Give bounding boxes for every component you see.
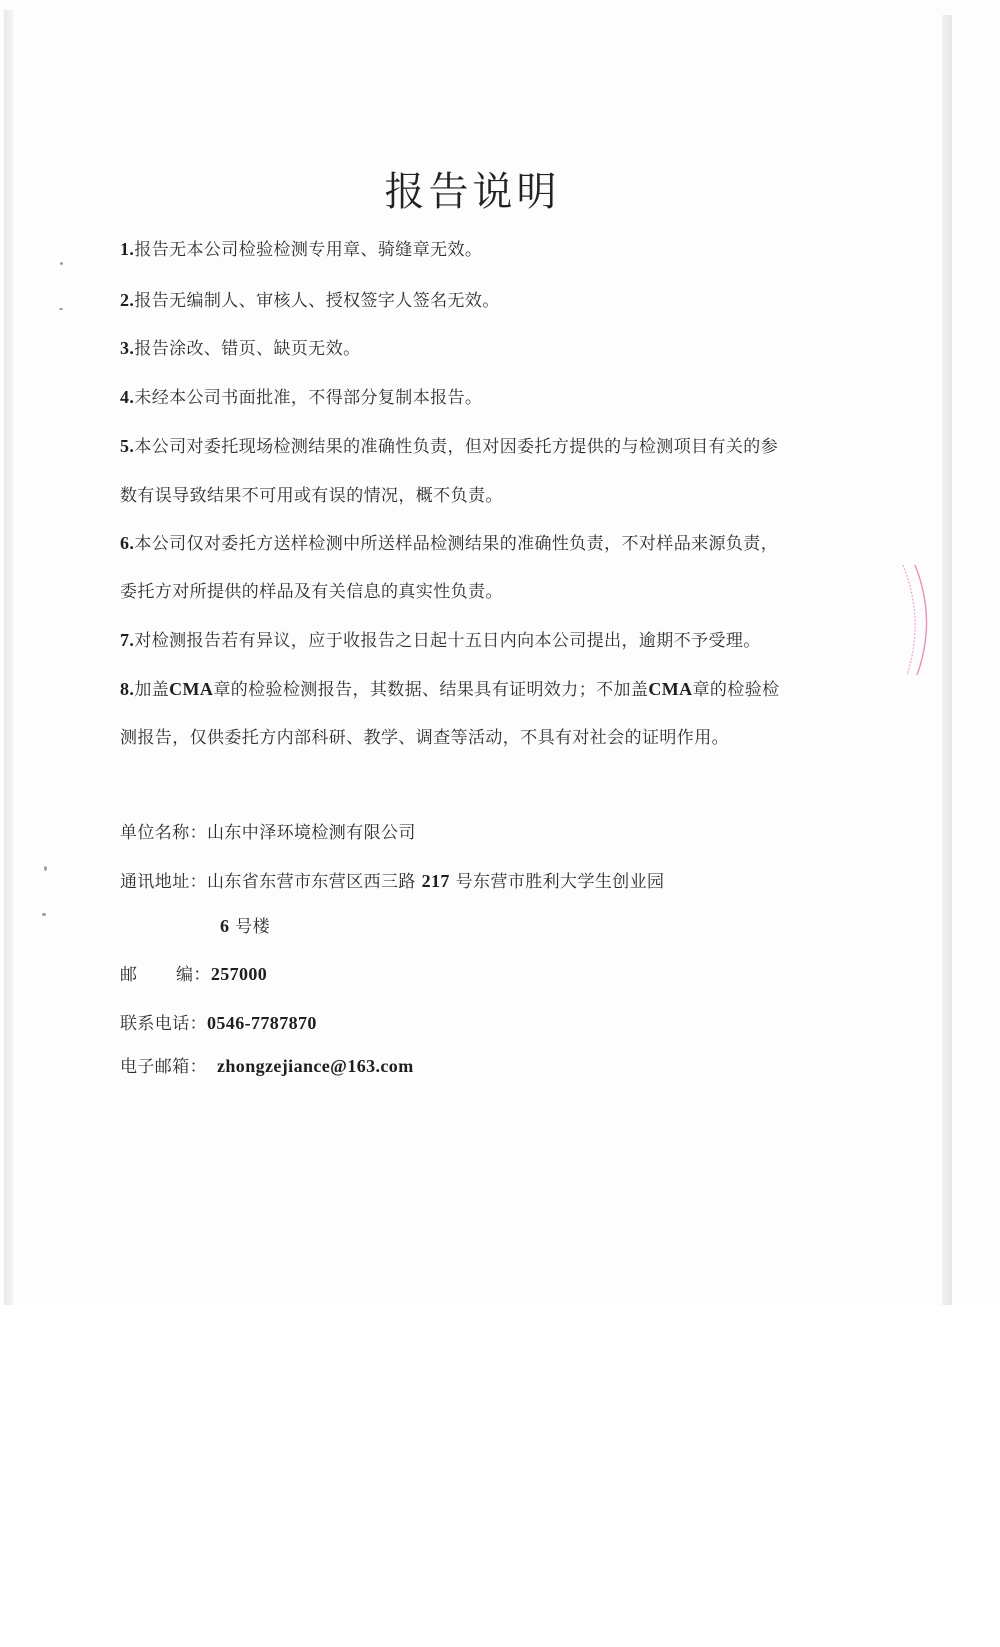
clause-6-line-2: [120, 577, 503, 602]
clause-text: 数有误导致结果不可用或有误的情况，概不负责。: [120, 486, 503, 506]
unit-name-label: 单位名称：: [120, 823, 207, 843]
postal-code-value: 257000: [210, 964, 268, 984]
clause-number: 3.: [120, 338, 135, 358]
cma-mark-text: CMA: [169, 679, 214, 699]
seal-stamp-arc: [895, 560, 935, 680]
blank-area-below-page: [0, 1305, 1000, 1647]
phone-label: 联系电话：: [120, 1014, 207, 1034]
scan-speck: [59, 308, 63, 310]
clause-number: 7.: [120, 630, 135, 650]
clause-number: 2.: [120, 290, 135, 310]
contact-postal-code: [120, 960, 267, 985]
clause-text: 报告涂改、错页、缺页无效。: [134, 339, 361, 359]
clause-text: 加盖: [134, 680, 170, 700]
clause-text: 报告无编制人、审核人、授权签字人签名无效。: [134, 291, 500, 311]
clause-number: 8.: [120, 679, 135, 699]
clause-text: 章的检验检: [692, 680, 780, 700]
building-number: 6: [220, 916, 230, 936]
building-text: 号楼: [235, 917, 271, 937]
contact-address-line-2: [220, 912, 270, 937]
clause-8-line-2: [120, 723, 729, 748]
clause-text: 章的检验检测报告，其数据、结果具有证明效力；不加盖: [213, 680, 649, 700]
scan-speck: [44, 866, 47, 871]
clause-text: 测报告，仅供委托方内部科研、教学、调查等活动，不具有对社会的证明作用。: [120, 728, 729, 748]
contact-phone: [120, 1009, 317, 1034]
scan-speck: [60, 262, 63, 265]
clause-text: 对检测报告若有异议，应于收报告之日起十五日内向本公司提出，逾期不予受理。: [134, 631, 761, 651]
clause-7: [120, 626, 761, 651]
clause-5-line-1: [120, 432, 778, 457]
clause-number: 4.: [120, 387, 135, 407]
scan-speck: [42, 913, 46, 916]
phone-value: 0546-7787870: [207, 1013, 317, 1033]
address-label: 通讯地址：: [120, 872, 207, 892]
email-label: 电子邮箱：: [120, 1057, 207, 1077]
clause-number: 1.: [120, 239, 135, 259]
clause-text: 本公司仅对委托方送样检测中所送样品检测结果的准确性负责，不对样品来源负责，: [134, 534, 779, 554]
address-number: 217: [421, 871, 450, 891]
address-value: 山东省东营市东营区西三路: [207, 872, 416, 892]
clause-5-line-2: [120, 481, 503, 506]
unit-name-value: 山东中泽环境检测有限公司: [207, 823, 416, 843]
contact-address: [120, 867, 664, 892]
cma-mark-text: CMA: [648, 679, 693, 699]
email-value: zhongzejiance@163.com: [217, 1056, 414, 1076]
clause-4: [120, 383, 482, 408]
contact-unit-name: [120, 818, 416, 843]
clause-number: 5.: [120, 436, 135, 456]
clause-6-line-1: [120, 529, 778, 554]
clause-1: [120, 235, 482, 260]
clause-number: 6.: [120, 533, 135, 553]
clause-text: 本公司对委托现场检测结果的准确性负责，但对因委托方提供的与检测项目有关的参: [134, 437, 779, 457]
clause-2: [120, 286, 500, 311]
clause-3: [120, 334, 361, 359]
postal-label-char-2: 编：: [176, 965, 211, 985]
clause-text: 委托方对所提供的样品及有关信息的真实性负责。: [120, 582, 503, 602]
address-value: 号东营市胜利大学生创业园: [455, 872, 665, 892]
clause-text: 报告无本公司检验检测专用章、骑缝章无效。: [134, 240, 483, 260]
clause-8-line-1: [120, 675, 780, 700]
clause-text: 未经本公司书面批准，不得部分复制本报告。: [134, 388, 483, 408]
page-title: 报告说明: [384, 169, 561, 215]
postal-label-char-1: 邮: [120, 965, 138, 985]
contact-email: [120, 1052, 414, 1077]
